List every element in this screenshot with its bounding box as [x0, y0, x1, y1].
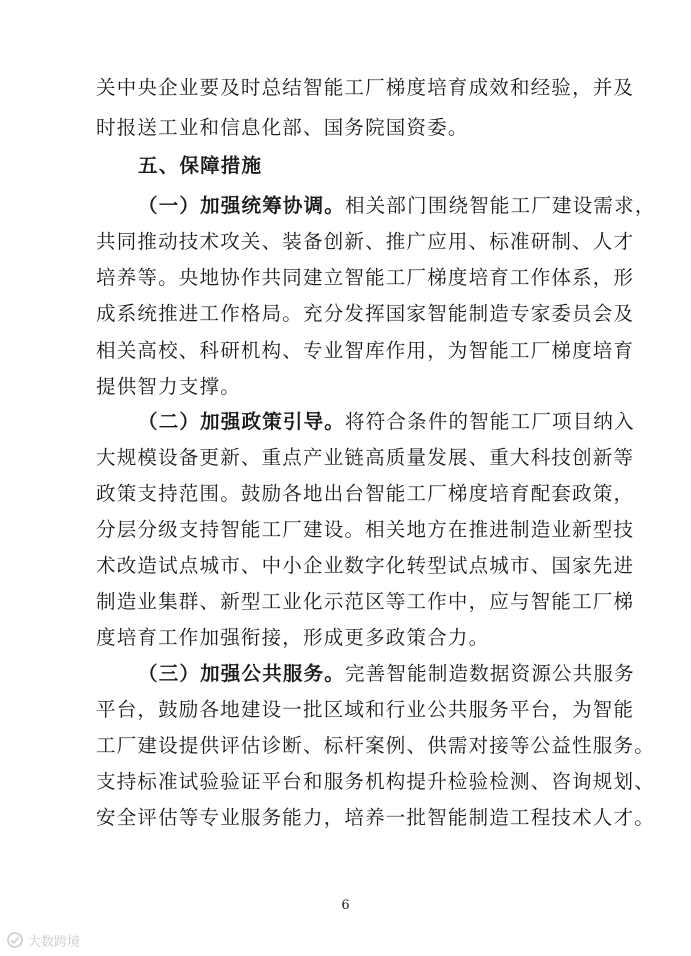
paragraph-title: （三）加强公共服务。 [138, 662, 346, 685]
body-line: 制造业集群、新型工业化示范区等工作中，应与智能工厂梯 [96, 590, 635, 613]
paragraph-title: （二）加强政策引导。 [138, 410, 346, 433]
body-line: 分层分级支持智能工厂建设。相关地方在推进制造业新型技 [96, 518, 635, 541]
paragraph-first-line [138, 662, 635, 686]
body-line: 成系统推进工作格局。充分发挥国家智能制造专家委员会及 [96, 302, 635, 325]
paragraph-first-line [138, 194, 656, 218]
paragraph-title: （一）加强统筹协调。 [138, 194, 346, 217]
body-line: 支持标准试验验证平台和服务机构提升检验检测、咨询规划、 [96, 770, 655, 793]
watermark [6, 930, 80, 950]
page-number: 6 [341, 898, 350, 913]
body-line: 时报送工业和信息化部、国务院国资委。 [96, 116, 469, 139]
watermark-logo-icon [6, 931, 24, 949]
body-line: 提供智力支撑。 [96, 375, 241, 398]
body-line: 关中央企业要及时总结智能工厂梯度培育成效和经验，并及 [96, 76, 635, 99]
body-line: 相关高校、科研机构、专业智库作用，为智能工厂梯度培育 [96, 339, 635, 362]
body-line: 术改造试点城市、中小企业数字化转型试点城市、国家先进 [96, 554, 635, 577]
body-line: 安全评估等专业服务能力，培养一批智能制造工程技术人才。 [96, 806, 655, 829]
section-heading: 五、保障措施 [138, 154, 263, 177]
body-line: 培养等。央地协作共同建立智能工厂梯度培育工作体系，形 [96, 266, 635, 289]
paragraph-text: 将符合条件的智能工厂项目纳入 [345, 410, 635, 433]
body-line: 政策支持范围。鼓励各地出台智能工厂梯度培育配套政策， [96, 482, 635, 505]
body-line: 大规模设备更新、重点产业链高质量发展、重大科技创新等 [96, 446, 635, 469]
paragraph-text: 相关部门围绕智能工厂建设需求， [345, 194, 656, 217]
body-line: 工厂建设提供评估诊断、标杆案例、供需对接等公益性服务。 [96, 734, 655, 757]
body-line: 平台，鼓励各地建设一批区域和行业公共服务平台，为智能 [96, 698, 635, 721]
body-line: 度培育工作加强衔接，形成更多政策合力。 [96, 626, 490, 649]
paragraph-text: 完善智能制造数据资源公共服务 [345, 662, 635, 685]
body-line: 共同推动技术攻关、装备创新、推广应用、标准研制、人才 [96, 230, 635, 253]
paragraph-first-line [138, 410, 635, 434]
watermark-text: 大数跨境 [28, 934, 81, 950]
